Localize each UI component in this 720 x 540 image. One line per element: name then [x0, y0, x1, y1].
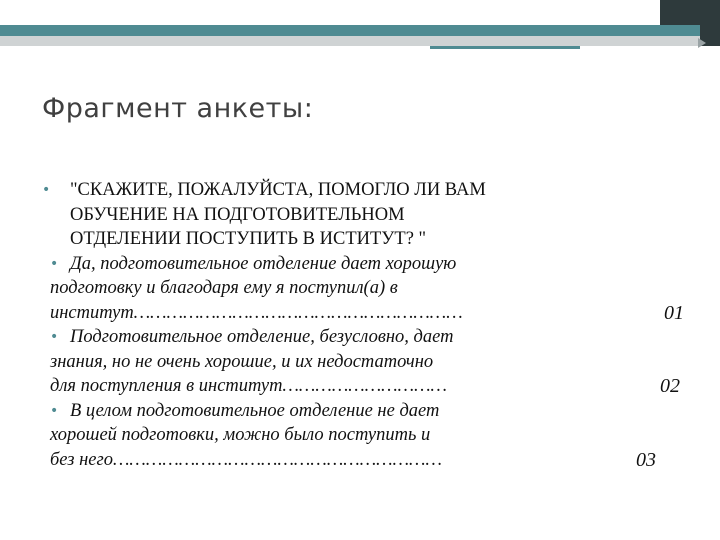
answer-line: институт……………………………………………………	[50, 302, 463, 323]
answer-code: 03	[636, 448, 656, 471]
answer-item-1	[50, 252, 684, 326]
bullet-icon: •	[50, 329, 59, 345]
slide-title: Фрагмент анкеты:	[42, 93, 314, 124]
top-corner-decoration	[660, 0, 700, 25]
answer-line: для поступления в институт…………………………	[50, 376, 447, 396]
top-grey-bar	[0, 36, 700, 46]
answer-line: Да, подготовительное отделение дает хорошую	[70, 253, 457, 274]
answer-line: без него……………………………………………………	[50, 449, 442, 470]
answer-line: знания, но не очень хорошие, и их недостаточно	[50, 351, 434, 372]
answer-item-2	[50, 325, 680, 399]
question-item	[42, 178, 670, 252]
answer-line: хорошей подготовки, можно было поступить и	[50, 425, 431, 445]
answer-line: Подготовительное отделение, безусловно, дает	[70, 327, 454, 347]
answer-line: В целом подготовительное отделение не дает	[70, 400, 440, 421]
top-accent-bar	[0, 25, 700, 36]
question-line: ОБУЧЕНИЕ НА ПОДГОТОВИТЕЛЬНОМ	[70, 204, 405, 225]
answer-item-3	[50, 399, 670, 473]
answer-line: подготовку и благодаря ему я поступил(а) в	[50, 278, 398, 298]
answer-code: 02	[660, 375, 680, 397]
question-line: ОТДЕЛЕНИИ ПОСТУПИТЬ В ИСТИТУТ? "	[70, 229, 427, 249]
top-accent-line	[430, 46, 580, 49]
play-icon[interactable]	[698, 38, 706, 48]
bullet-icon: •	[50, 402, 59, 419]
bullet-icon: •	[42, 182, 51, 198]
bullet-icon: •	[50, 255, 59, 272]
answer-line-with-code	[50, 301, 684, 326]
question-line: "СКАЖИТЕ, ПОЖАЛУЙСТА, ПОМОГЛО ЛИ ВАМ	[70, 180, 486, 200]
answer-line-with-code	[50, 374, 680, 399]
questionnaire-body	[42, 178, 684, 472]
answer-line-with-code	[50, 448, 670, 473]
answer-code: 01	[664, 301, 684, 324]
